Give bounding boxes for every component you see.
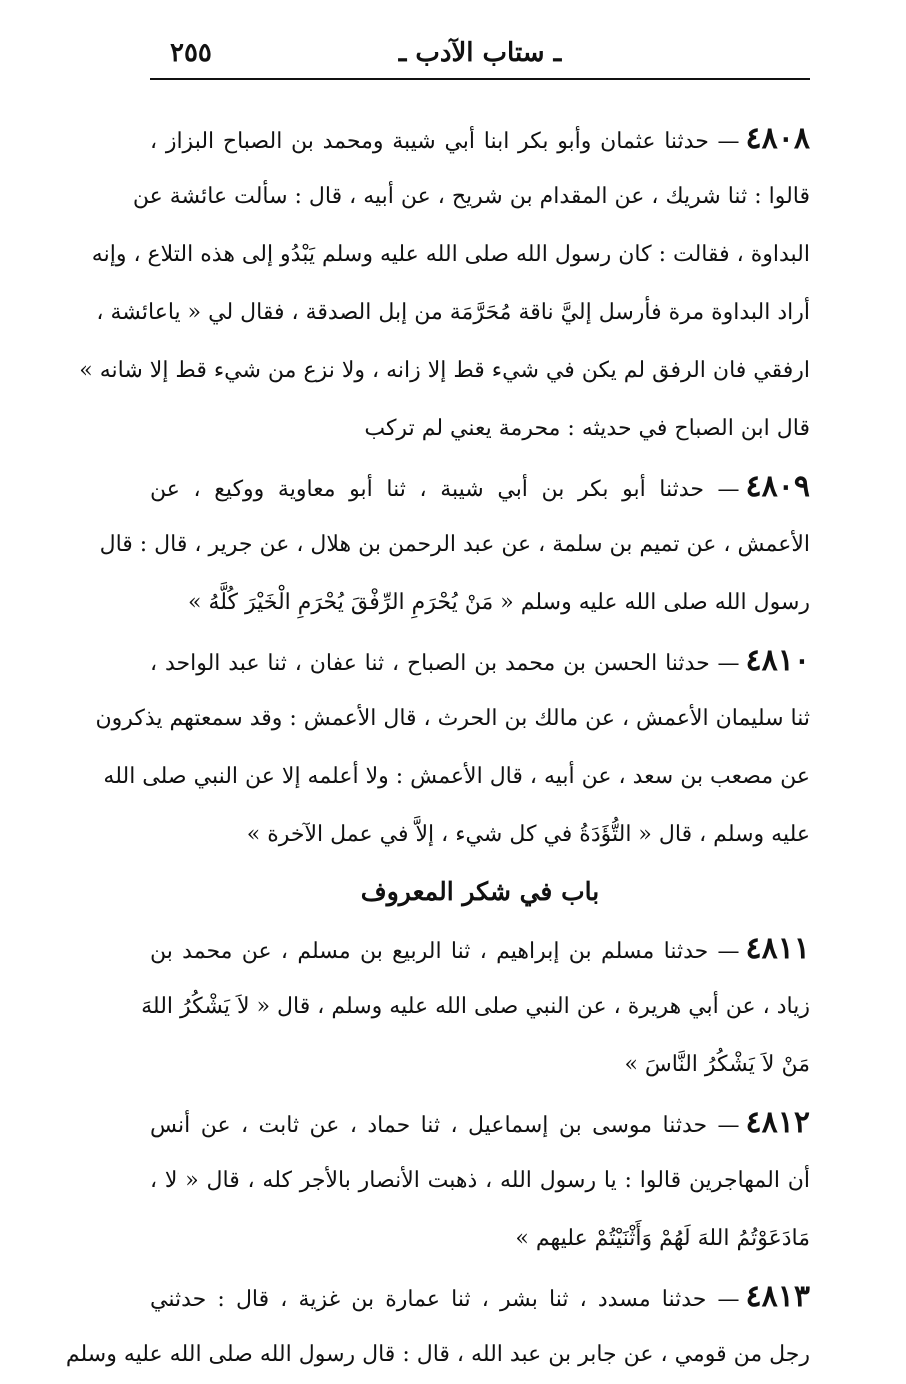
- hadith-text: — حدثنا الحسن بن محمد بن الصباح ، ثنا عفان ، ثنا عبد الواحد ،: [150, 651, 740, 676]
- hadith-text: مَنْ لاَ يَشْكُرُ النَّاسَ »: [624, 1052, 810, 1077]
- hadith-line: [99, 516, 810, 574]
- hadith-line: [96, 284, 810, 342]
- page-header: [150, 30, 810, 78]
- hadith-line: [132, 168, 810, 226]
- hadith-line: [150, 1152, 810, 1210]
- hadith-text: ارفقي فان الرفق لم يكن في شيء قط إلا زانه ، ولا نزع من شيء قط إلا شانه »: [79, 358, 810, 383]
- hadith-line: [150, 1210, 810, 1268]
- hadith-line: [103, 748, 810, 806]
- book-page: [65, 30, 810, 1367]
- running-title: ـ ستاب الآدب ـ: [398, 38, 562, 68]
- hadith-text: رجل من قومي ، عن جابر بن عبد الله ، قال : قال رسول الله صلى الله عليه وسلم: [65, 1342, 810, 1367]
- hadith-line: [150, 1036, 810, 1094]
- hadith-number: ٤٨٠٩: [745, 469, 810, 504]
- hadith-first-line: [150, 1268, 810, 1326]
- hadith-number: ٤٨١٢: [745, 1105, 810, 1140]
- hadith-text: قالوا : ثنا شريك ، عن المقدام بن شريح ، عن أبيه ، قال : سألت عائشة عن: [132, 184, 810, 209]
- hadith-text: البداوة ، فقالت : كان رسول الله صلى الله عليه وسلم يَبْدُو إلى هذه التلاع ، وإنه: [91, 242, 810, 267]
- hadith-text: الأعمش ، عن تميم بن سلمة ، عن عبد الرحمن بن هلال ، عن جرير ، قال : قال: [99, 532, 810, 557]
- hadith-text: قال ابن الصباح في حديثه : محرمة يعني لم تركب: [364, 416, 810, 441]
- hadith-text: — حدثنا عثمان وأبو بكر ابنا أبي شيبة ومحمد بن الصباح البزاز ،: [150, 129, 740, 154]
- hadith-line: [141, 978, 810, 1036]
- hadith-text: — حدثنا موسى بن إسماعيل ، ثنا حماد ، عن ثابت ، عن أنس: [150, 1113, 740, 1138]
- page-number: ٢٥٥: [170, 38, 212, 68]
- hadith-number: ٤٨١٠: [745, 643, 810, 678]
- header-rule: [150, 78, 810, 80]
- hadith-line: [95, 690, 810, 748]
- page-body: [65, 110, 810, 1384]
- hadith-line: [79, 342, 810, 400]
- hadith-line: [150, 574, 810, 632]
- hadith-text: رسول الله صلى الله عليه وسلم « مَنْ يُحْرَمِ الرِّفْقَ يُحْرَمِ الْخَيْرَ كُلَّهُ »: [187, 590, 810, 615]
- hadith-first-line: [150, 458, 810, 516]
- hadith-text: زياد ، عن أبي هريرة ، عن النبي صلى الله عليه وسلم ، قال « لاَ يَشْكُرُ اللهَ: [141, 994, 810, 1019]
- hadith-number: ٤٨١١: [745, 931, 810, 966]
- hadith-number: ٤٨١٣: [745, 1279, 810, 1314]
- hadith-text: عليه وسلم ، قال « التُّؤَدَةُ في كل شيء ، إلاَّ في عمل الآخرة »: [246, 822, 810, 847]
- hadith-line: [91, 226, 810, 284]
- hadith-text: أراد البداوة مرة فأرسل إليَّ ناقة مُحَرَّمَة من إبل الصدقة ، فقال لي « ياعائشة ،: [96, 300, 810, 325]
- hadith-text: مَادَعَوْتُمُ اللهَ لَهُمْ وَأَثْنَيْتُمْ عليهم »: [515, 1226, 810, 1251]
- hadith-first-line: [150, 920, 810, 978]
- hadith-text: أن المهاجرين قالوا : يا رسول الله ، ذهبت الأنصار بالأجر كله ، قال « لا ،: [150, 1168, 810, 1193]
- hadith-line: [150, 400, 810, 458]
- hadith-text: — حدثنا أبو بكر بن أبي شيبة ، ثنا أبو معاوية ووكيع ، عن: [150, 477, 740, 502]
- hadith-first-line: [150, 632, 810, 690]
- hadith-text: — حدثنا مسلم بن إبراهيم ، ثنا الربيع بن مسلم ، عن محمد بن: [150, 939, 740, 964]
- hadith-number: ٤٨٠٨: [745, 121, 810, 156]
- hadith-text: — حدثنا مسدد ، ثنا بشر ، ثنا عمارة بن غزية ، قال : حدثني: [150, 1287, 740, 1312]
- hadith-first-line: [150, 1094, 810, 1152]
- hadith-text: عن مصعب بن سعد ، عن أبيه ، قال الأعمش : ولا أعلمه إلا عن النبي صلى الله: [103, 764, 810, 789]
- hadith-first-line: [150, 110, 810, 168]
- hadith-line: [65, 1326, 810, 1384]
- hadith-text: ثنا سليمان الأعمش ، عن مالك بن الحرث ، قال الأعمش : وقد سمعتهم يذكرون: [95, 706, 810, 731]
- hadith-line: [150, 806, 810, 864]
- section-heading: باب في شكر المعروف: [360, 877, 600, 906]
